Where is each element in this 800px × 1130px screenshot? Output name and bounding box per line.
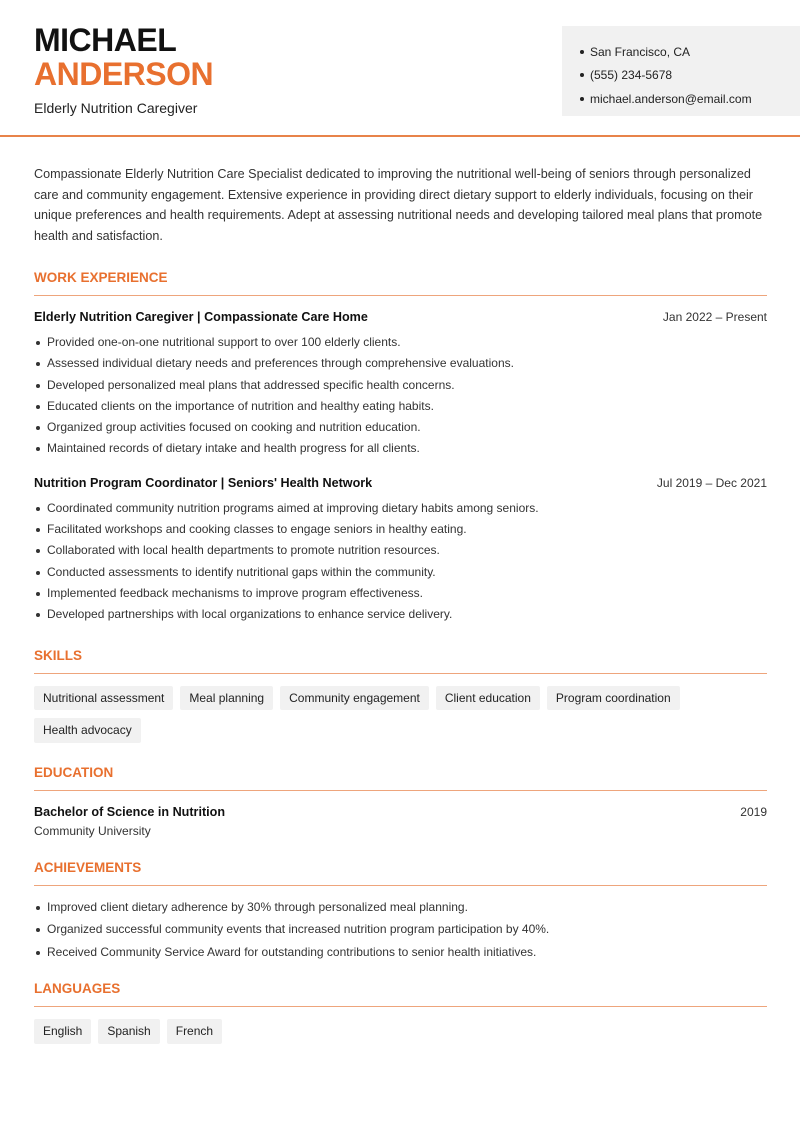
education-year: 2019	[740, 804, 767, 819]
skill-tag: Community engagement	[280, 686, 429, 711]
job-entry	[34, 310, 767, 460]
list-item: Received Community Service Award for outstanding contributions to senior health initiatives.	[34, 941, 767, 964]
skill-tag: Client education	[436, 686, 540, 711]
job-bullets	[34, 498, 767, 626]
section-title: SKILLS	[34, 648, 767, 674]
list-item: Coordinated community nutrition programs aimed at improving dietary habits among seniors.	[34, 498, 767, 519]
contact-box	[562, 26, 800, 116]
list-item: Developed personalized meal plans that addressed specific health concerns.	[34, 375, 767, 396]
bullet-icon	[580, 73, 584, 77]
skill-tag: Program coordination	[547, 686, 680, 711]
list-item: Maintained records of dietary intake and health progress for all clients.	[34, 438, 767, 459]
contact-email: michael.anderson@email.com	[580, 87, 800, 111]
job-entry	[34, 476, 767, 626]
achievement-list	[34, 896, 767, 964]
section-title: WORK EXPERIENCE	[34, 270, 767, 296]
skill-tag: Health advocacy	[34, 718, 141, 743]
skill-tag: Nutritional assessment	[34, 686, 173, 711]
list-item: Conducted assessments to identify nutritional gaps within the community.	[34, 562, 767, 583]
job-title: Elderly Nutrition Caregiver | Compassionate Care Home	[34, 310, 368, 324]
skill-tag: Meal planning	[180, 686, 273, 711]
contact-phone: (555) 234-5678	[580, 64, 800, 88]
list-item: Provided one-on-one nutritional support to over 100 elderly clients.	[34, 332, 767, 353]
candidate-name	[34, 24, 213, 90]
list-item: Educated clients on the importance of nutrition and healthy eating habits.	[34, 396, 767, 417]
list-item: Organized group activities focused on cooking and nutrition education.	[34, 417, 767, 438]
resume-header	[0, 0, 800, 137]
first-name: MICHAEL	[34, 22, 177, 58]
language-tag: English	[34, 1019, 91, 1044]
skills-section	[34, 648, 767, 743]
skill-tags	[34, 686, 767, 743]
degree-title: Bachelor of Science in Nutrition	[34, 804, 226, 819]
bullet-icon	[580, 97, 584, 101]
job-date: Jan 2022 – Present	[662, 310, 767, 324]
job-date: Jul 2019 – Dec 2021	[656, 475, 767, 490]
school-name: Community University	[34, 823, 151, 838]
list-item: Collaborated with local health departments to promote nutrition resources.	[34, 540, 767, 561]
list-item: Implemented feedback mechanisms to improve program effectiveness.	[34, 583, 767, 604]
education-section	[34, 765, 767, 838]
last-name: ANDERSON	[34, 56, 214, 92]
resume-content	[0, 164, 800, 1044]
section-title: ACHIEVEMENTS	[34, 860, 767, 886]
language-tag: Spanish	[98, 1019, 159, 1044]
language-tag: French	[167, 1019, 222, 1044]
list-item: Assessed individual dietary needs and preferences through comprehensive evaluations.	[34, 353, 767, 374]
work-experience-section	[34, 270, 767, 626]
section-title: LANGUAGES	[34, 981, 767, 1007]
job-subtitle: Elderly Nutrition Caregiver	[34, 100, 198, 116]
job-title: Nutrition Program Coordinator | Seniors' Health Network	[34, 475, 373, 490]
list-item: Organized successful community events that increased nutrition program participation by 40%.	[34, 918, 767, 941]
achievements-section	[34, 860, 767, 964]
language-tags	[34, 1019, 767, 1044]
job-bullets	[34, 332, 767, 460]
section-title: EDUCATION	[34, 765, 767, 791]
contact-location: San Francisco, CA	[580, 40, 800, 64]
summary-text: Compassionate Elderly Nutrition Care Specialist dedicated to improving the nutritional well-being of seniors through personalized care and community engagement. Extensive experience in providing direct dietary support to elderly individuals, focusing on their unique preferences and health requirements. Adept at assessing nutritional needs and developing tailored meal plans that promote health and satisfaction.	[34, 167, 763, 243]
bullet-icon	[580, 50, 584, 54]
list-item: Improved client dietary adherence by 30% through personalized meal planning.	[34, 896, 767, 919]
languages-section	[34, 981, 767, 1044]
education-entry	[34, 805, 767, 838]
list-item: Facilitated workshops and cooking classes to engage seniors in healthy eating.	[34, 519, 767, 540]
list-item: Developed partnerships with local organizations to enhance service delivery.	[34, 604, 767, 625]
